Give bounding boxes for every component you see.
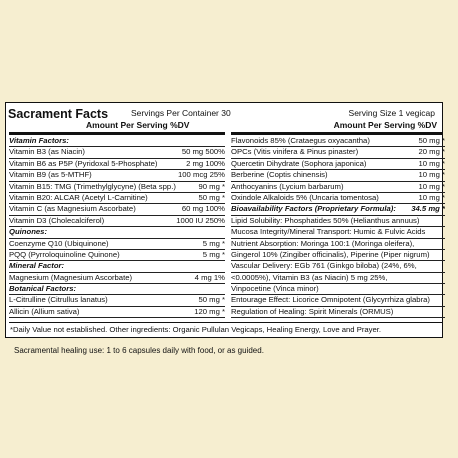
ingredient-amount [223,284,225,294]
ingredient-row [231,136,445,147]
footnote: *Daily Value not established. Other ingredients: Organic Pullulan Vegicaps, Healing Energy, Love and Prayer. [10,325,382,334]
ingredient-amount: 50 mg * [418,136,445,145]
ingredient-name: Vitamin B15: TMG (Trimethylglycyne) (Beta spp.) [9,181,176,191]
ingredient-amount: 50 mg 500% [181,147,225,157]
ingredient-amount: 100 mcg 25% [177,170,225,180]
ingredient-amount: 5 mg * [202,238,225,248]
ingredient-row [231,227,445,238]
ingredient-amount [443,216,445,226]
left-header-rule [9,132,225,135]
ingredient-row [9,193,225,204]
section-heading [231,204,445,215]
panel-title: Sacrament Facts [8,107,109,121]
ingredient-name: Mucosa Integrity/Mineral Transport: Humic & Fulvic Acids [231,227,426,237]
ingredient-name: Vitamin B3 (as Niacin) [9,147,85,157]
ingredient-amount [223,227,225,237]
ingredient-row [231,147,445,158]
ingredient-name: Vitamin B9 (as 5-MTHF) [9,170,92,180]
ingredient-amount: 1000 IU 250% [176,215,225,225]
footnote-rule [9,322,443,323]
ingredient-name: Vitamin Factors: [9,136,69,145]
ingredient-row [9,307,225,318]
ingredient-name: Botanical Factors: [9,284,77,294]
ingredient-row [231,307,445,318]
ingredient-amount [443,261,445,271]
ingredient-row [9,182,225,193]
ingredient-amount: 60 mg 100% [181,204,225,214]
ingredient-name: Vascular Delivery: EGb 761 (Ginkgo biloba) (24%, 6%, [231,261,417,271]
ingredient-name: Quinones: [9,227,48,237]
ingredient-name: PQQ (Pyrroloquinoline Quinone) [9,249,120,259]
ingredient-amount: 4 mg 1% [194,272,225,282]
ingredient-amount [443,250,445,260]
ingredient-name: Vitamin D3 (Cholecalciferol) [9,215,105,225]
ingredient-name: Flavonoids 85% (Crataegus oxyacantha) [231,136,370,145]
ingredient-amount [443,239,445,249]
right-ingredient-column [231,136,445,318]
healing-use-text: Sacramental healing use: 1 to 6 capsules daily with food, or as guided. [14,346,264,355]
section-heading [9,284,225,295]
ingredient-row [9,250,225,261]
ingredient-row [231,159,445,170]
ingredient-row [231,193,445,204]
ingredient-amount: 90 mg * [198,181,225,191]
ingredient-amount [443,227,445,237]
ingredient-name: <0.0005%), Vitamin B3 (as Niacin) 5 mg 25%, [231,272,388,282]
ingredient-amount [443,284,445,294]
section-heading [9,227,225,238]
ingredient-name: Allicin (Allium sativa) [9,306,80,316]
ingredient-amount [223,261,225,271]
ingredient-row [231,261,445,272]
ingredient-amount: 50 mg * [198,192,225,202]
ingredient-name: Oxindole Alkaloids 5% (Uncaria tomentosa) [231,192,379,202]
ingredient-name: Gingerol 10% (Zingiber officinalis), Piperine (Piper nigrum) [231,249,430,259]
ingredient-row [9,159,225,170]
ingredient-name: Berberine (Coptis chinensis) [231,170,328,180]
ingredient-name: Bioavailability Factors (Proprietary Formula): [231,204,396,214]
servings-per-container: Servings Per Container 30 [131,108,231,118]
ingredient-name: Lipid Solubility: Phosphatides 50% (Helianthus annuus) [231,215,420,225]
ingredient-row [231,216,445,227]
ingredient-amount: 10 mg * [418,170,445,180]
ingredient-row [9,295,225,306]
left-column-header: Amount Per Serving %DV [86,120,190,130]
left-ingredient-column [9,136,225,318]
ingredient-row [9,273,225,284]
section-heading [9,261,225,272]
ingredient-name: Quercetin Dihydrate (Sophora japonica) [231,158,367,168]
ingredient-name: Nutrient Absorption: Moringa 100:1 (Moringa oleifera), [231,238,415,248]
ingredient-amount: 20 mg * [418,147,445,157]
ingredient-name: Entourage Effect: Licorice Omnipotent (Glycyrrhiza glabra) [231,295,430,305]
ingredient-amount: 10 mg * [418,192,445,202]
ingredient-row [231,284,445,295]
ingredient-row [9,170,225,181]
ingredient-row [231,239,445,250]
ingredient-name: L-Citrulline (Citrullus lanatus) [9,295,108,305]
ingredient-name: OPCs (Vitis vinifera & Pinus pinaster) [231,147,359,157]
right-column-header: Amount Per Serving %DV [333,120,437,130]
ingredient-name: Anthocyanins (Lycium barbarum) [231,181,344,191]
ingredient-name: Coenzyme Q10 (Ubiquinone) [9,238,109,248]
ingredient-name: Vitamin B20: ALCAR (Acetyl L-Carnitine) [9,192,148,202]
ingredient-row [9,216,225,227]
ingredient-amount: 2 mg 100% [186,158,225,168]
ingredient-name: Regulation of Healing: Spirit Minerals (ORMUS) [231,306,394,316]
ingredient-amount: 120 mg * [194,306,225,316]
ingredient-amount: 34.5 mg * [411,204,445,214]
ingredient-amount [223,136,225,146]
ingredient-amount [443,273,445,283]
ingredient-name: Magnesium (Magnesium Ascorbate) [9,272,133,282]
ingredient-row [231,250,445,261]
ingredient-name: Vinpocetine (Vinca minor) [231,284,319,294]
ingredient-row [231,170,445,181]
ingredient-amount [443,295,445,305]
ingredient-amount: 5 mg * [202,249,225,259]
section-heading [9,136,225,147]
ingredient-row [231,273,445,284]
ingredient-name: Vitamin B6 as P5P (Pyridoxal 5-Phosphate) [9,158,158,168]
ingredient-row [231,295,445,306]
ingredient-row [9,204,225,215]
ingredient-name: Mineral Factor: [9,261,65,271]
ingredient-name: Vitamin C (as Magnesium Ascorbate) [9,204,136,214]
ingredient-amount: 10 mg * [418,181,445,191]
ingredient-amount: 10 mg * [418,158,445,168]
ingredient-row [231,182,445,193]
ingredient-amount [443,307,445,317]
ingredient-amount: 50 mg * [198,295,225,305]
ingredient-row [9,147,225,158]
serving-size: Serving Size 1 vegicap [348,108,435,118]
right-header-rule [231,132,443,135]
ingredient-row [9,239,225,250]
